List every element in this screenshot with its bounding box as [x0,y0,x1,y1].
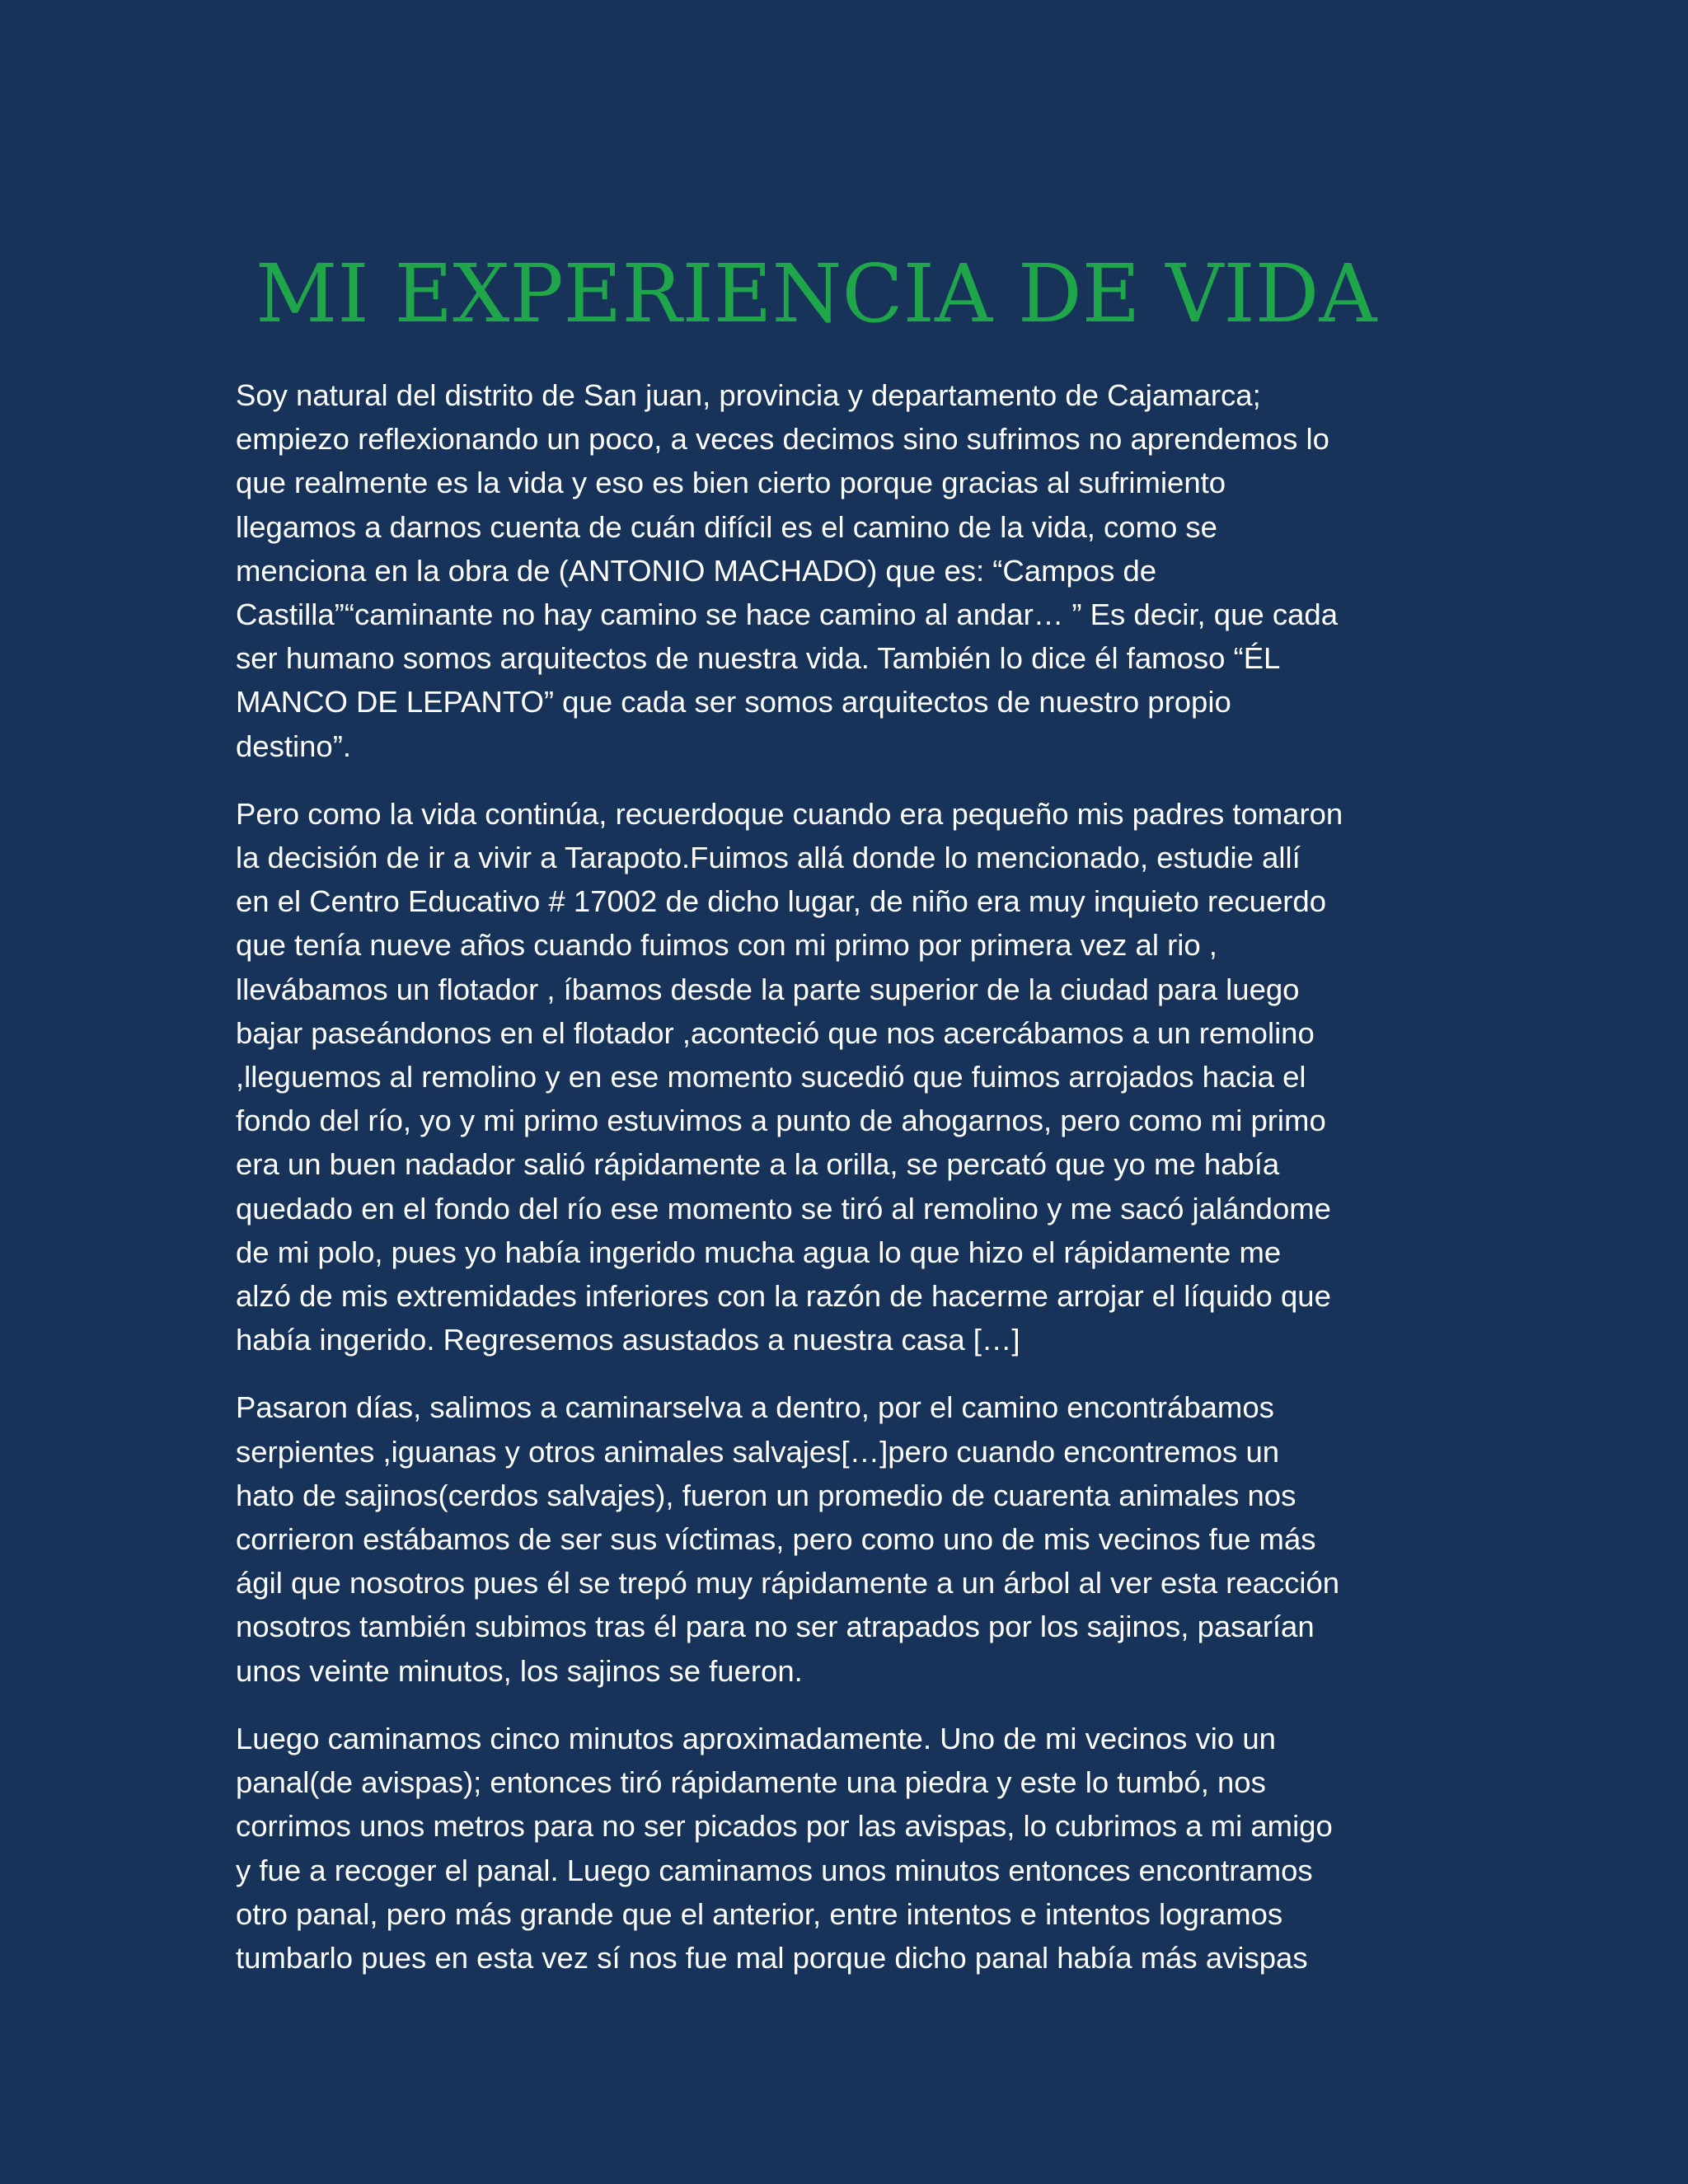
paragraph-4: Luego caminamos cinco minutos aproximadamente. Uno de mi vecinos vio un panal(de avispas); entonces tiró rápidamente una piedra y este lo tumbó, nos corrimos unos metros para no ser picados por las avispas, lo cubrimos a mi amigo y fue a recoger el panal. Luego caminamos unos minutos entonces encontramos otro panal, pero más grande que el anterior, entre intentos e intentos logramos tumbarlo pues en esta vez sí nos fue mal porque dicho panal había más avispas [236,1721,1333,1975]
paragraph-2: Pero como la vida continúa, recuerdoque cuando era pequeño mis padres tomaron la decisión de ir a vivir a Tarapoto.Fuimos allá donde lo mencionado, estudie allí en el Centro Educativo # 17002 de dicho lugar, de niño era muy inquieto recuerdo que tenía nueve años cuando fuimos con mi primo por primera vez al rio , llevábamos un flotador , íbamos desde la parte superior de la ciudad para luego bajar paseándonos en el flotador ,aconteció que nos acercábamos a un remolino ,lleguemos al remolino y en ese momento sucedió que fuimos arrojados hacia el fondo del río, yo y mi primo estuvimos a punto de ahogarnos, pero como mi primo era un buen nadador salió rápidamente a la orilla, se percató que yo me había quedado en el fondo del río ese momento se tiró al remolino y me sacó jalándome de mi polo, pues yo había ingerido mucha agua lo que hizo el rápidamente me alzó de mis extremidades inferiores con la razón de hacerme arrojar el líquido que había ingerido. Regresemos asustados a nuestra casa […] [236,796,1343,1357]
document-body [236,373,1472,2004]
paragraph-1: Soy natural del distrito de San juan, provincia y departamento de Cajamarca; empiezo reflexionando un poco, a veces decimos sino sufrimos no aprendemos lo que realmente es la vida y eso es bien cierto porque gracias al sufrimiento llegamos a darnos cuenta de cuán difícil es el camino de la vida, como se menciona en la obra de (ANTONIO MACHADO) que es: “Campos de Castilla”“caminante no hay camino se hace camino al andar… ” Es decir, que cada ser humano somos arquitectos de nuestra vida. También lo dice él famoso “ÉL MANCO DE LEPANTO” que cada ser somos arquitectos de nuestro propio destino”. [236,378,1338,763]
paragraph-3: Pasaron días, salimos a caminarselva a dentro, por el camino encontrábamos serpientes ,iguanas y otros animales salvajes[…]pero cuando encontremos un hato de sajinos(cerdos salvajes), fueron un promedio de cuarenta animales nos corrieron estábamos de ser sus víctimas, pero como uno de mis vecinos fue más ágil que nosotros pues él se trepó muy rápidamente a un árbol al ver esta reacción nosotros también subimos tras él para no ser atrapados por los sajinos, pasarían unos veinte minutos, los sajinos se fueron. [236,1390,1340,1688]
page-title: MI EXPERIENCIA DE VIDA [256,247,1377,340]
